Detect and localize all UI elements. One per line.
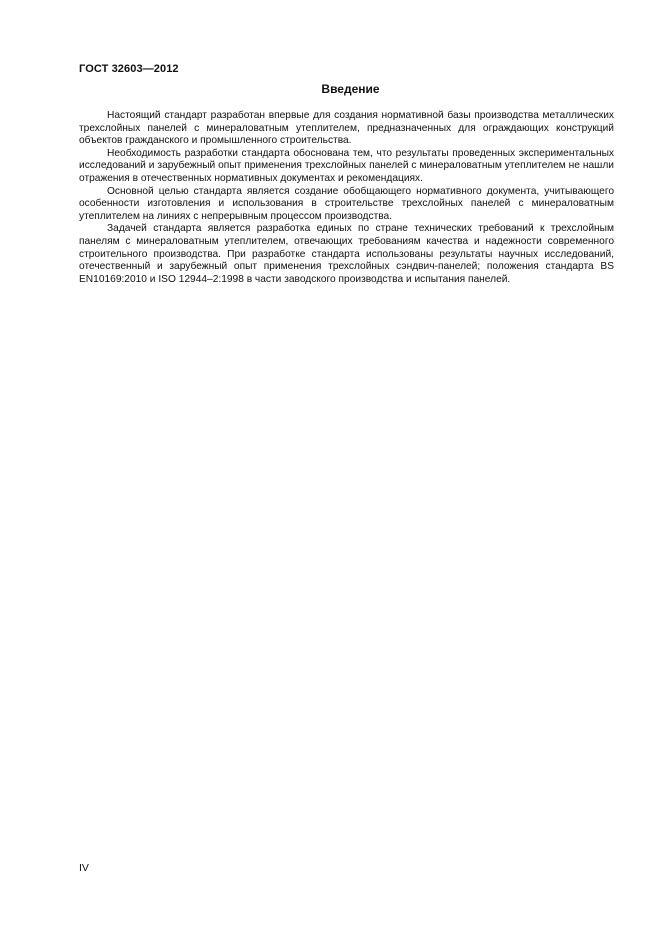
paragraph: Необходимость разработки стандарта обоснована тем, что результаты проведенных экспериментальных исследований и зарубежный опыт применения трехслойных панелей с минераловатным утеплителем не нашли отражения в отечественных нормативных документах и рекомендациях. [79,147,614,184]
paragraph: Основной целью стандарта является создание обобщающего нормативного документа, учитывающего особенности изготовления и использования в строительстве трехслойных панелей с минераловатным утеплителем на линиях с непрерывным процессом производства. [79,185,614,222]
standard-code-header: ГОСТ 32603—2012 [79,63,179,75]
paragraph: Настоящий стандарт разработан впервые для создания нормативной базы производства металлических трехслойных панелей с минераловатным утеплителем, предназначенных для ограждающих конструкций объектов гражданского и промышленного строительства. [79,110,614,147]
paragraph: Задачей стандарта является разработка единых по стране технических требований к трехслойным панелям с минераловатным утеплителем, отвечающих требованиям качества и надежности современного строительного производства. При разработке стандарта использованы результаты научных исследований, отечественный и зарубежный опыт применения трехслойных сэндвич-панелей; положения стандарта BS EN10169:2010 и ISO 12944–2:1998 в части заводского производства и испытания панелей. [79,223,614,285]
page-number: IV [79,862,89,874]
body-text [79,110,614,286]
section-title: Введение [321,82,380,96]
